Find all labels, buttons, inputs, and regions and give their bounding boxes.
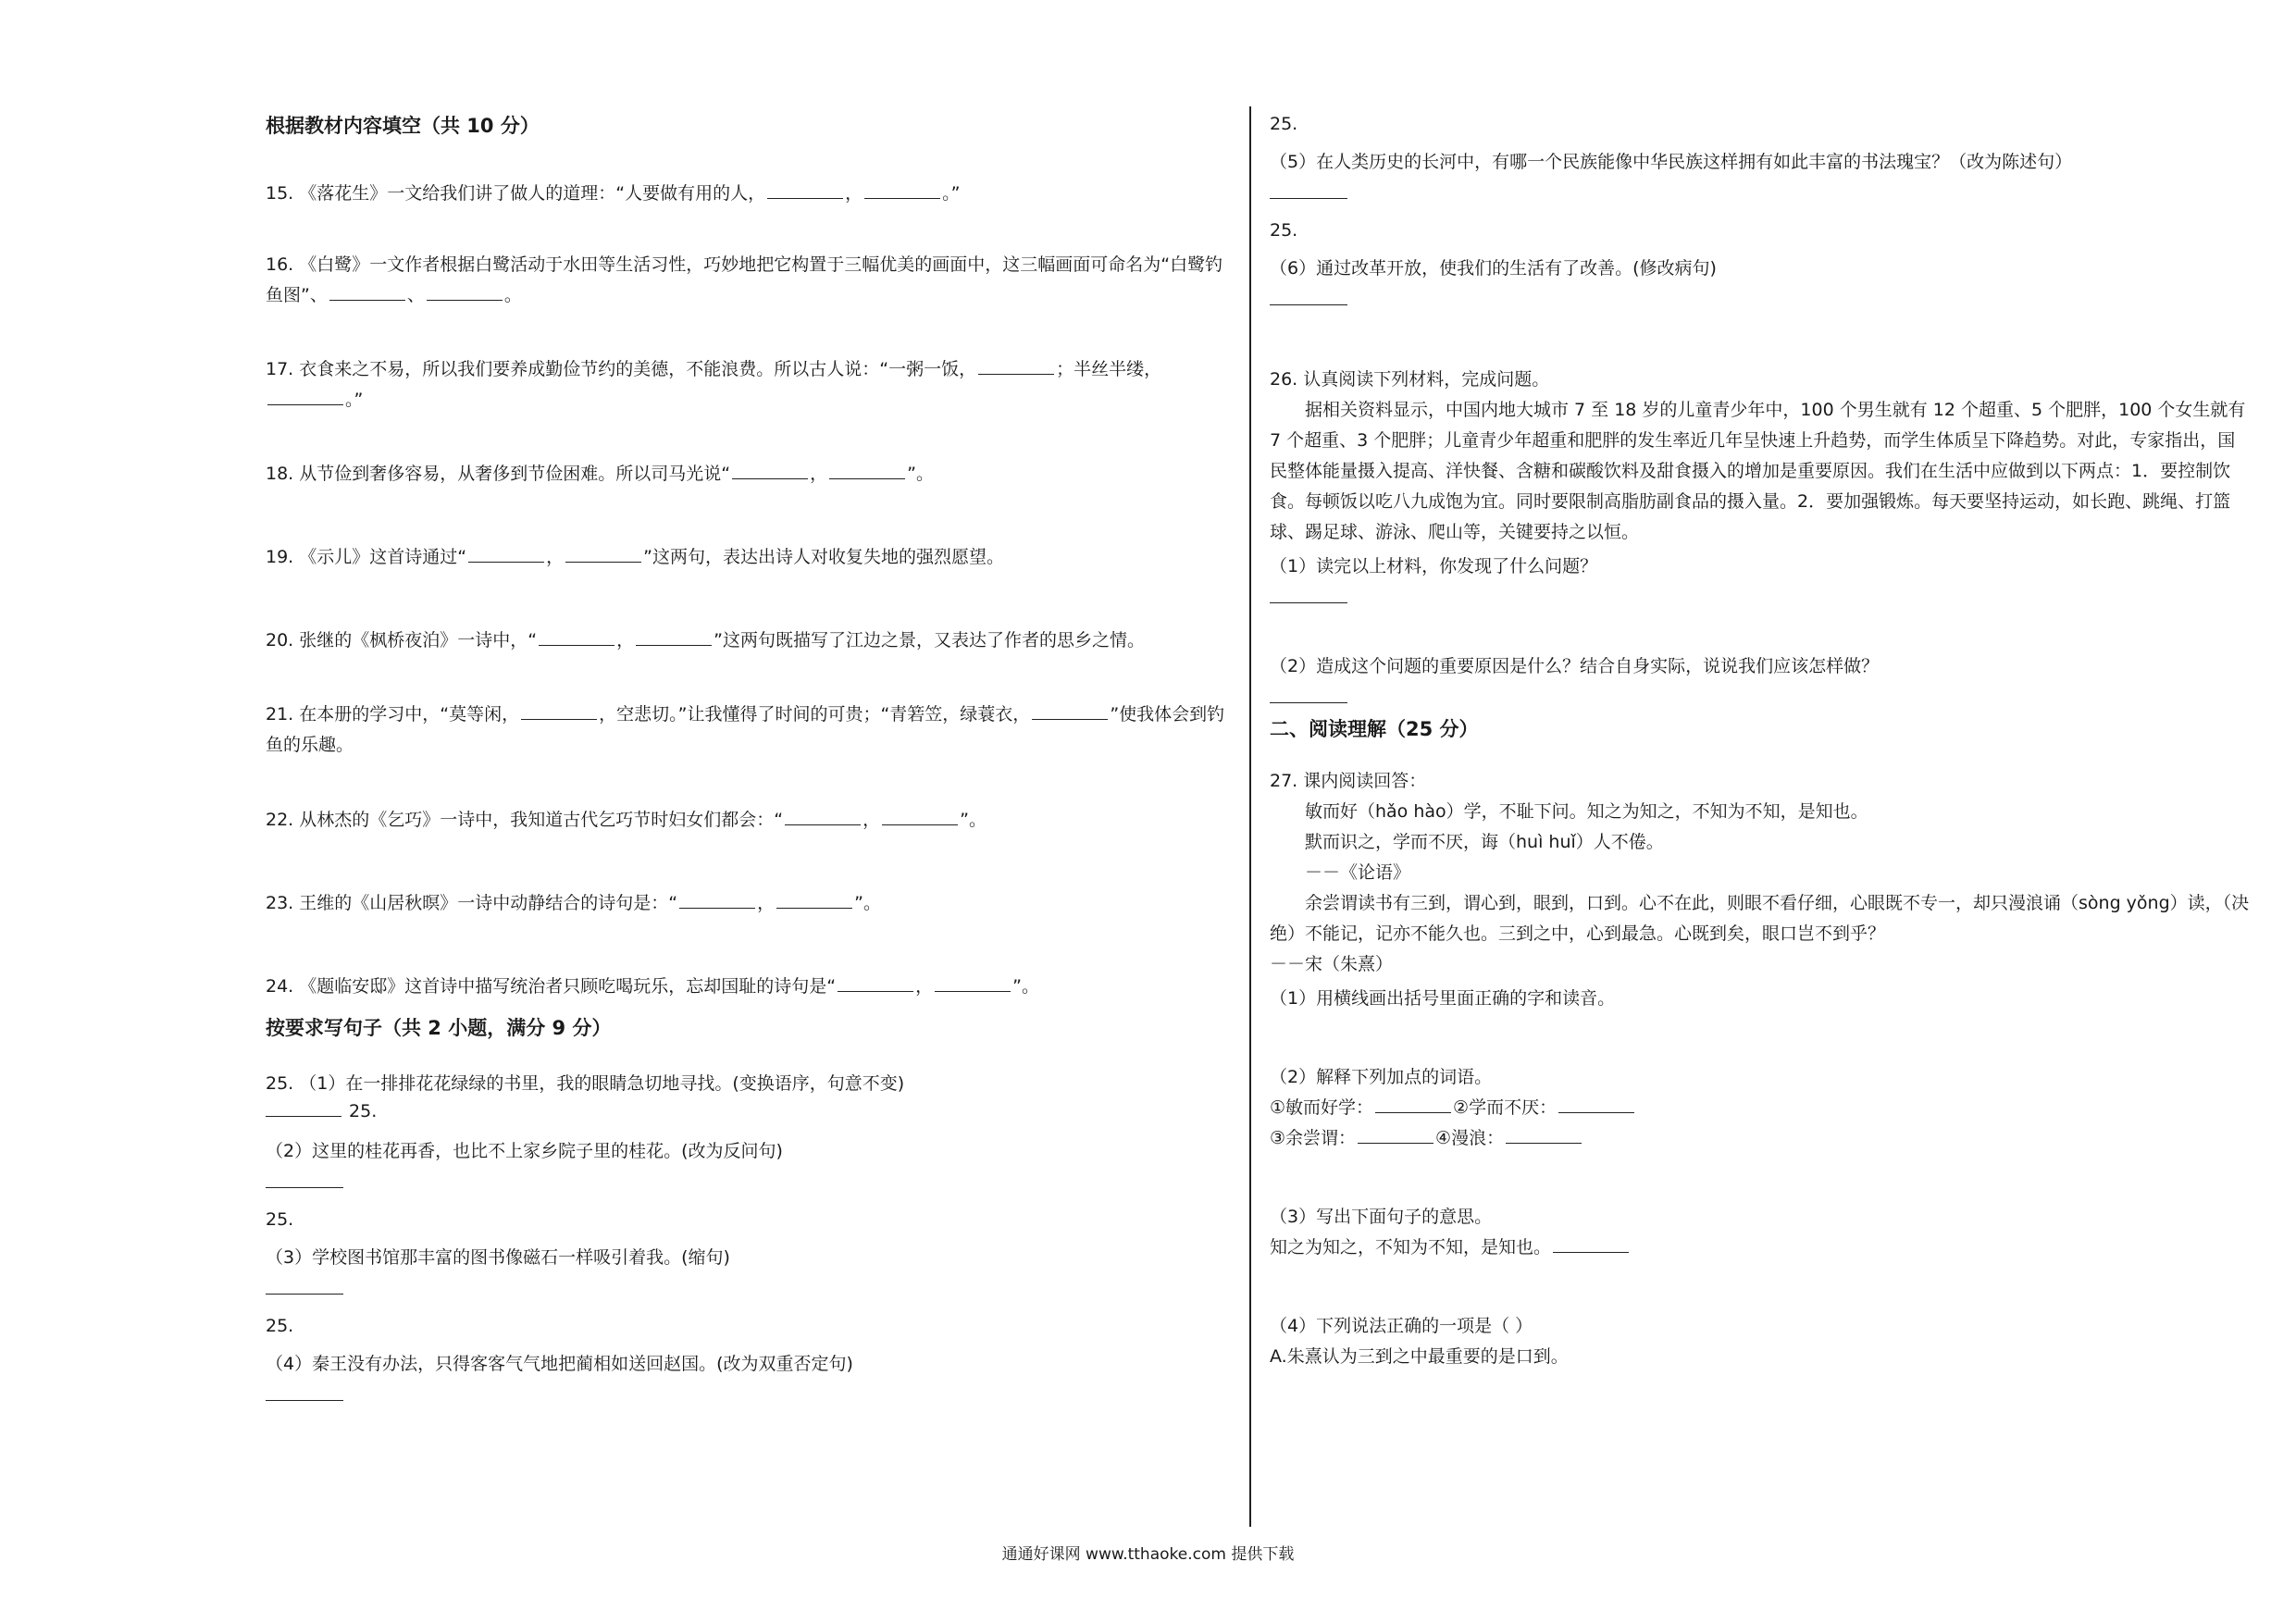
question-27-4-option-a: A.朱熹认为三到之中最重要的是口到。 [1270,1346,1569,1367]
question-25-3: （3）学校图书馆那丰富的图书像磁石一样吸引着我。(缩句) [266,1247,730,1268]
answer-blank[interactable] [829,460,905,479]
question-27-4: （4）下列说法正确的一项是（ ） [1270,1316,1533,1336]
question-17: 17. 衣食来之不易，所以我们要养成勤俭节约的美德，不能浪费。所以古人说：“一粥一饭， ；半丝半缕，。” [266,354,1233,415]
question-19: 19. 《示儿》这首诗通过“ ， ”这两句，表达出诗人对收复失地的强烈愿望。 [266,542,1233,573]
question-27-2-row-1: ①敏而好学： ②学而不厌： [1270,1093,2251,1123]
question-25-4: （4）秦王没有办法，只得客客气气地把蔺相如送回赵国。(改为双重否定句) [266,1354,853,1374]
answer-blank[interactable] [1358,1124,1433,1144]
reading-passage-source: －－《论语》 [1305,862,1411,883]
answer-blank[interactable] [864,180,940,199]
answer-blank[interactable] [565,543,641,563]
question-26-material: 据相关资料显示，中国内地大城市 7 至 18 岁的儿童青少年中，100 个男生就有 12 个超重、5 个肥胖，100 个女生就有 7 个超重、3 个肥胖；儿童青少年超重和肥胖的发生率近几年呈快速上升趋势，而学生体质呈下降趋势。对此，专家指出，国民整体能量摄入提高、洋快餐、含糖和碳酸饮料及甜食摄入的增加是重要原因。我们在生活中应做到以下两点：1．要控制饮食。每顿饭以吃八九成饱为宜。同时要限制高脂肪副食品的摄入量。2．要加强锻炼。每天要坚持运动，如长跑、跳绳、打篮球、踢足球、游泳、爬山等，关键要持之以恒。 [1270,400,2246,542]
question-23: 23. 王维的《山居秋暝》一诗中动静结合的诗句是：“ ， ”。 [266,888,1233,919]
answer-blank[interactable] [1558,1094,1634,1113]
question-18: 18. 从节俭到奢侈容易，从奢侈到节俭困难。所以司马光说“ ， ”。 [266,459,1233,489]
answer-blank[interactable] [468,543,544,563]
answer-blank[interactable] [732,460,808,479]
answer-blank[interactable] [1375,1094,1451,1113]
question-number: 25. [266,1316,294,1336]
left-column [266,109,1233,1401]
reading-passage-line: 默而识之，学而不厌，诲（huì huǐ）人不倦。 [1305,832,1664,852]
answer-blank[interactable] [539,626,614,646]
question-26-2: （2）造成这个问题的重要原因是什么？结合自身实际，说说我们应该怎样做？ [1270,656,1880,676]
section-title-rewrite-sentences: 按要求写句子（共 2 小题，满分 9 分） [266,1017,612,1039]
question-27-3-text: 知之为知之，不知为不知，是知也。 [1270,1233,2251,1263]
right-column [1270,109,2251,1372]
answer-blank[interactable] [1506,1124,1582,1144]
answer-blank[interactable] [978,355,1054,375]
question-22: 22. 从林杰的《乞巧》一诗中，我知道古代乞巧节时妇女们都会：“ ， ”。 [266,805,1233,836]
answer-blank[interactable] [785,806,861,825]
answer-blank[interactable] [776,889,852,909]
question-25-1: 25. （1）在一排排花花绿绿的书里，我的眼睛急切地寻找。(变换语序，句意不变) [266,1073,905,1094]
answer-blank[interactable] [329,281,405,301]
answer-line[interactable] [266,1290,343,1295]
answer-blank[interactable] [767,180,843,199]
question-21: 21. 在本册的学习中，“莫等闲， ，空悲切。”让我懂得了时间的可贵；“青箬笠，绿蓑衣， ”使我体会到钓鱼的乐趣。 [266,700,1233,761]
question-number: 25. [266,1209,294,1230]
section-title-fill-blanks: 根据教材内容填空（共 10 分） [266,115,540,137]
question-number: 25. [1270,220,1298,241]
answer-line[interactable] [1270,599,1347,603]
answer-blank[interactable] [1553,1233,1629,1253]
question-27-3: （3）写出下面句子的意思。 [1270,1207,1493,1227]
question-26-title: 26. 认真阅读下列材料，完成问题。 [1270,369,1550,390]
question-27-1: （1）用横线画出括号里面正确的字和读音。 [1270,988,1616,1009]
answer-line[interactable] [1270,699,1347,703]
question-25-1-answer: 25. [266,1096,1233,1127]
question-27-title: 27. 课内阅读回答： [1270,771,1427,791]
answer-blank[interactable] [1032,700,1108,720]
answer-blank[interactable] [521,700,597,720]
question-27-2-row-2: ③余尝谓： ④漫浪： [1270,1123,2251,1154]
answer-blank[interactable] [266,1097,341,1117]
question-25-6: （6）通过改革开放，使我们的生活有了改善。(修改病句) [1270,258,1717,279]
column-divider [1249,106,1251,1527]
reading-passage-source: －－宋（朱熹） [1270,954,1394,974]
answer-blank[interactable] [636,626,712,646]
question-number: 25. [1270,114,1298,134]
answer-line[interactable] [1270,301,1347,305]
question-24: 24. 《题临安邸》这首诗中描写统治者只顾吃喝玩乐，忘却国耻的诗句是“ ， ”。 [266,972,1233,1002]
answer-blank[interactable] [267,386,343,405]
answer-blank[interactable] [427,281,503,301]
answer-line[interactable] [266,1183,343,1188]
question-25-5: （5）在人类历史的长河中，有哪一个民族能像中华民族这样拥有如此丰富的书法瑰宝？（改为陈述句） [1270,152,2073,172]
footer-credit: 通通好课网 www.tthaoke.com 提供下载 [1001,1545,1295,1564]
answer-line[interactable] [266,1396,343,1401]
reading-passage-line: 敏而好（hǎo hào）学，不耻下问。知之为知之，不知为不知，是知也。 [1305,801,1868,822]
answer-blank[interactable] [679,889,755,909]
question-26-1: （1）读完以上材料，你发现了什么问题？ [1270,556,1598,576]
answer-line[interactable] [1270,194,1347,199]
answer-blank[interactable] [935,973,1011,992]
section-title-reading: 二、阅读理解（25 分） [1270,718,1479,740]
question-25-2: （2）这里的桂花再香，也比不上家乡院子里的桂花。(改为反问句) [266,1141,783,1161]
answer-blank[interactable] [838,973,913,992]
question-16: 16. 《白鹭》一文作者根据白鹭活动于水田等生活习性，巧妙地把它构置于三幅优美的画面中，这三幅画面可命名为“白鹭钓鱼图”、 、 。 [266,254,1223,305]
reading-passage-line: 余尝谓读书有三到，谓心到，眼到，口到。心不在此，则眼不看仔细，心眼既不专一，却只漫浪诵（sòng yǒng）读，（决 绝）不能记，记亦不能久也。三到之中，心到最急。心既到矣，眼口岂不到乎？ [1270,893,2250,944]
question-15: 15. 《落花生》一文给我们讲了做人的道理：“人要做有用的人， ， 。” [266,179,1233,209]
answer-blank[interactable] [882,806,958,825]
question-20: 20. 张继的《枫桥夜泊》一诗中，“ ， ”这两句既描写了江边之景，又表达了作者的思乡之情。 [266,626,1233,656]
question-27-2: （2）解释下列加点的词语。 [1270,1067,1493,1087]
